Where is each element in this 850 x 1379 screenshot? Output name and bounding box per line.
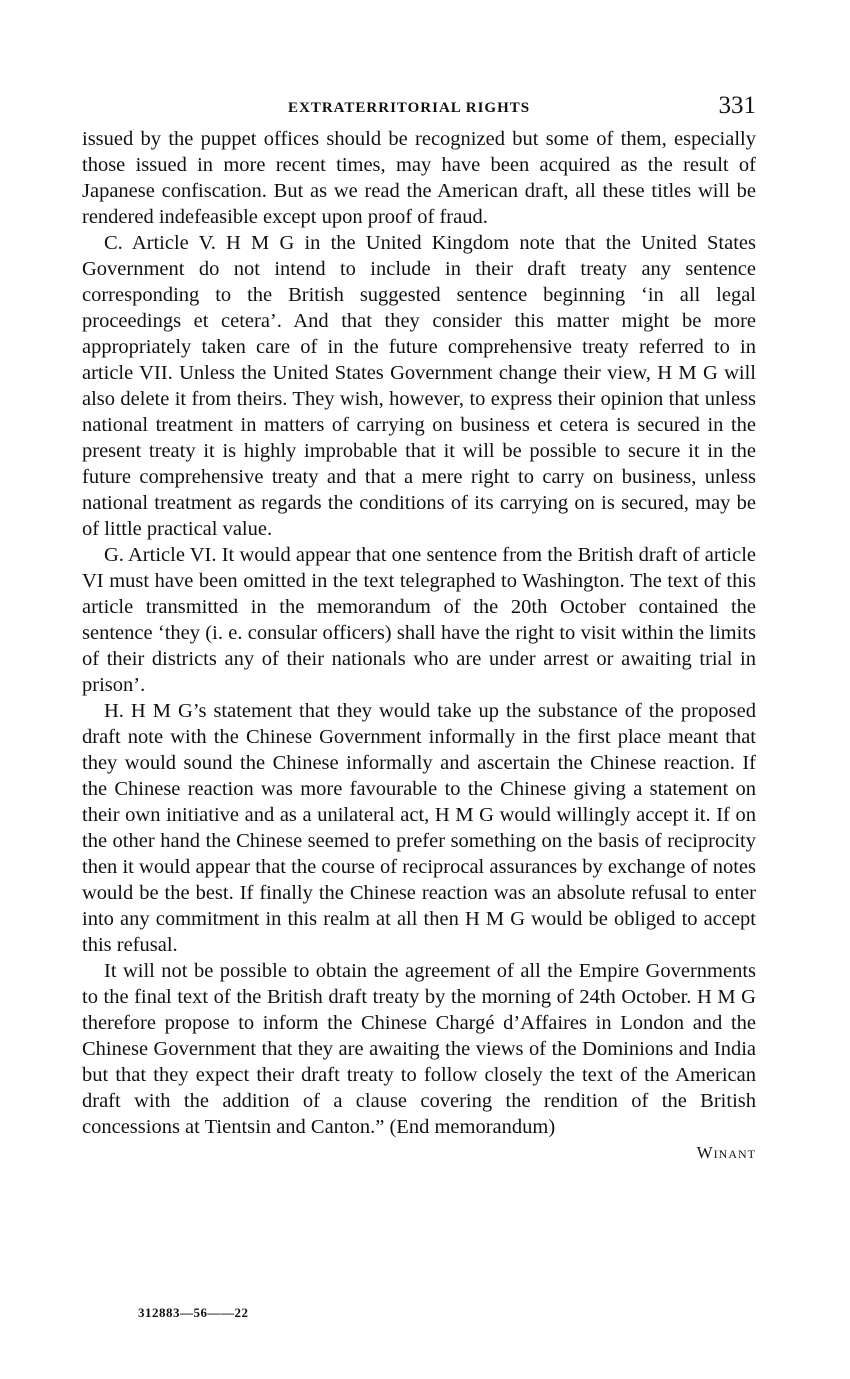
paragraph-continuation: issued by the puppet offices should be recognized but some of them, especially those issued in more recent times, may have been acquired as the result of Japanese confiscation. But as we read the American draft, all these titles will be rendered indefeasible except upon proof of fraud. (82, 128, 756, 228)
page-number: 331 (718, 92, 756, 119)
body-text (82, 126, 756, 1140)
printer-mark: 312883—56——22 (138, 1305, 249, 1320)
page-header (82, 92, 756, 126)
document-page (82, 92, 756, 1166)
paragraph-article-v: C. Article V. H M G in the United Kingdom note that the United States Government do not intend to include in their draft treaty any sentence corresponding to the British suggested sentence beginning ‘in all legal proceedings et cetera’. And that they consider this matter might be more appropriately taken care of in the future comprehensive treaty referred to in article VII. Unless the United States Government change their view, H M G will also delete it from theirs. They wish, however, to express their opinion that unless national treatment in matters of carrying on business et cetera is secured in the present treaty it is highly improbable that it will be possible to secure it in the future comprehensive treaty and that a mere right to carry on business, unless national treatment as regards the conditions of its carrying on is secured, may be of little practical value. (82, 232, 756, 540)
signature: Winant (696, 1143, 756, 1162)
running-title: EXTRATERRITORIAL RIGHTS (288, 100, 531, 116)
paragraph-closing: It will not be possible to obtain the agreement of all the Empire Governments to the final text of the British draft treaty by the morning of 24th October. H M G therefore propose to inform the Chinese Chargé d’Affaires in London and the Chinese Government that they are awaiting the views of the Dominions and India but that they expect their draft treaty to follow closely the text of the American draft with the addition of a clause covering the rendition of the British concessions at Tientsin and Canton.” (End memorandum) (82, 960, 756, 1138)
paragraph-h: H. H M G’s statement that they would take up the substance of the proposed draft note with the Chinese Government informally in the first place meant that they would sound the Chinese informally and ascertain the Chinese reaction. If the Chinese reaction was more favourable to the Chinese giving a statement on their own initiative and as a unilateral act, H M G would willingly accept it. If on the other hand the Chinese seemed to prefer something on the basis of reciprocity then it would appear that the course of reciprocal assurances by exchange of notes would be the best. If finally the Chinese reaction was an absolute refusal to enter into any commitment in this realm at all then H M G would be obliged to accept this refusal. (82, 700, 756, 956)
paragraph-article-vi: G. Article VI. It would appear that one sentence from the British draft of article VI must have been omitted in the text telegraphed to Washington. The text of this article transmitted in the memorandum of the 20th October contained the sentence ‘they (i. e. consular officers) shall have the right to visit within the limits of their districts any of their nationals who are under arrest or awaiting trial in prison’. (82, 544, 756, 696)
